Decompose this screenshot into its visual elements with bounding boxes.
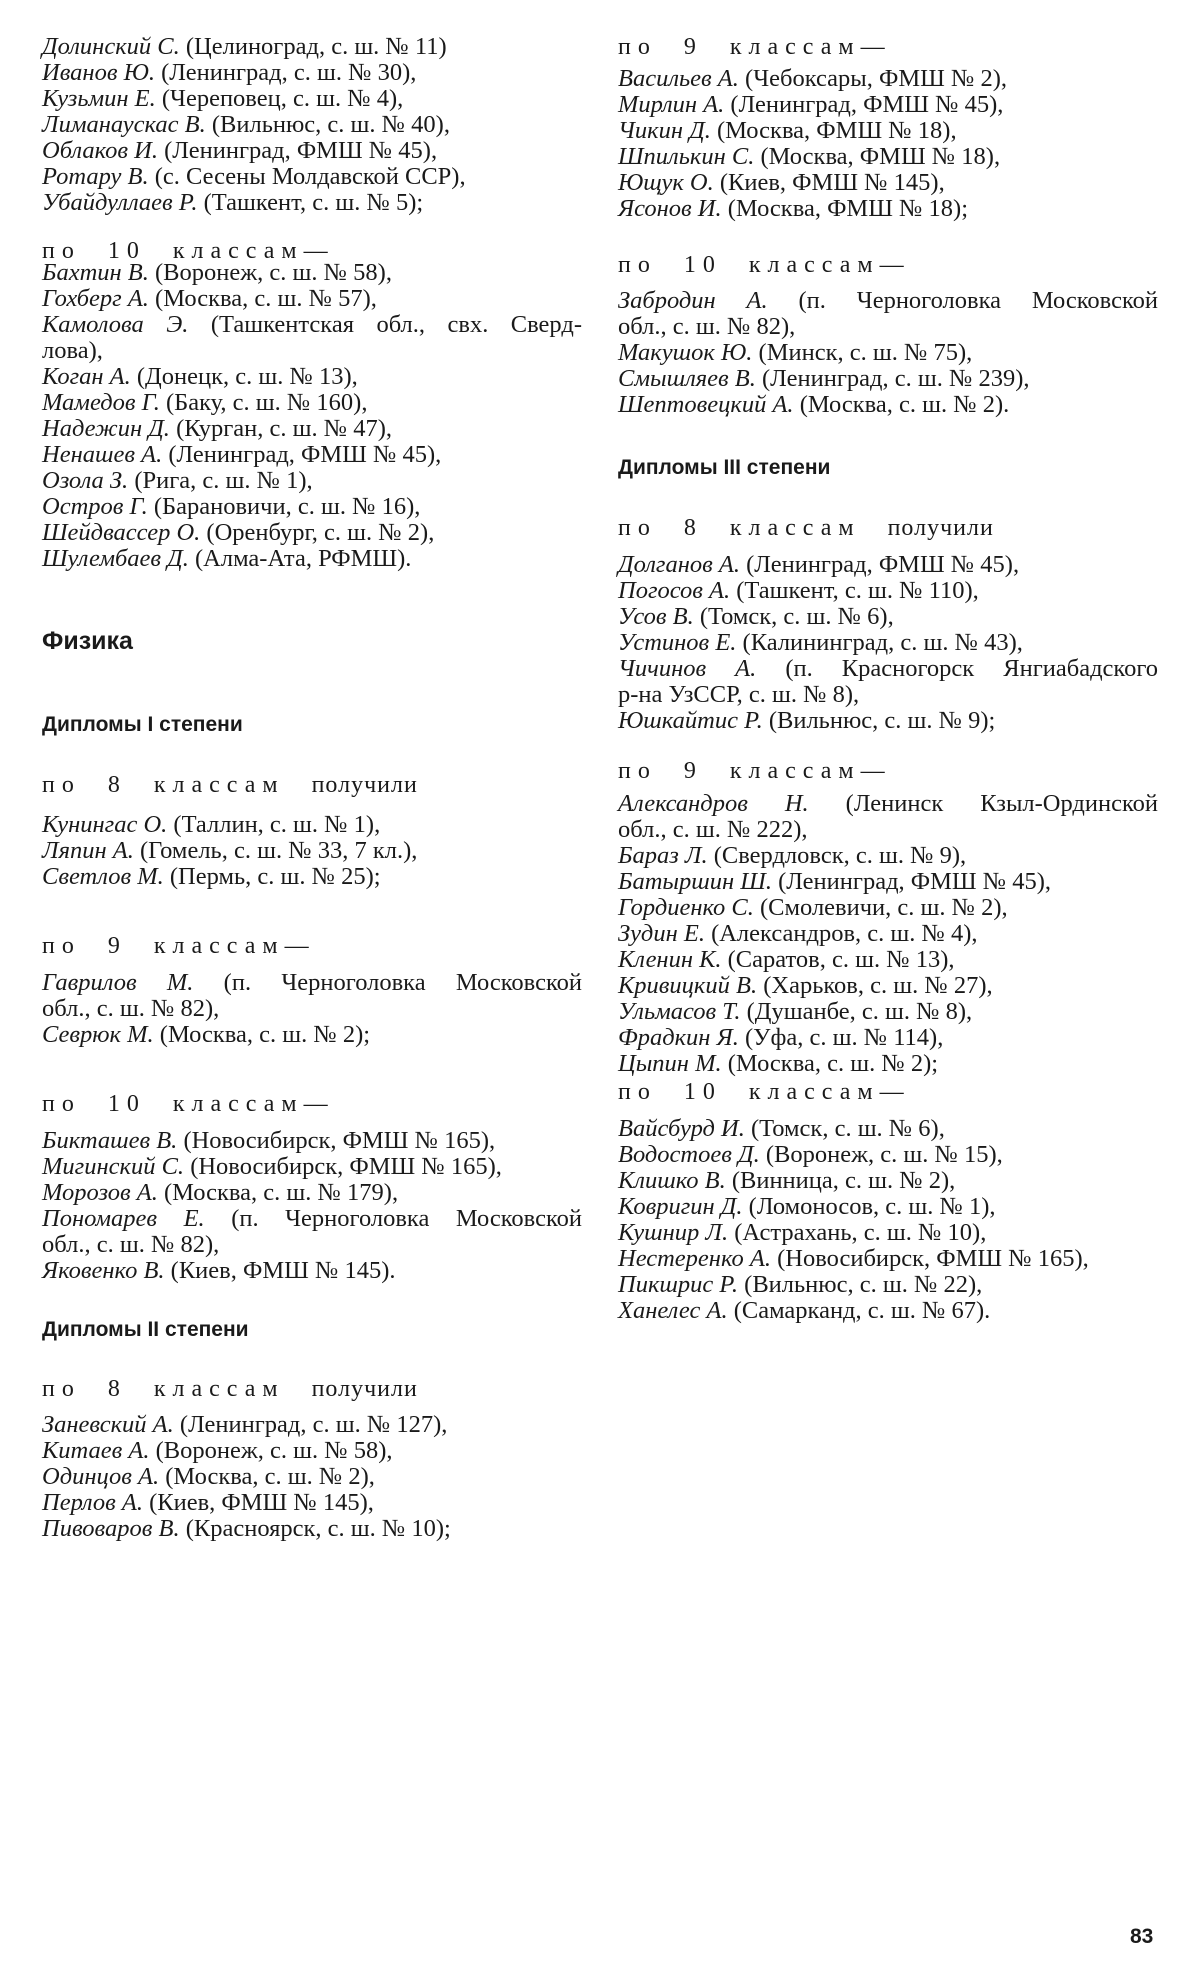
award-list bbox=[618, 1116, 1158, 1324]
list-item bbox=[42, 442, 582, 468]
student-name: Цыпин М. bbox=[618, 1050, 722, 1077]
school-info: (Новосибирск, ФМШ № 165), bbox=[777, 1245, 1089, 1272]
list-item bbox=[42, 138, 582, 164]
class-heading bbox=[42, 1376, 582, 1402]
section-block bbox=[42, 626, 582, 656]
student-name: Усов В. bbox=[618, 603, 694, 630]
list-item bbox=[618, 392, 1158, 418]
student-name: Нестеренко А. bbox=[618, 1245, 771, 1272]
school-info: (Донецк, с. ш. № 13), bbox=[136, 363, 358, 390]
school-info: (п. Черноголовка Московской bbox=[231, 1205, 582, 1232]
heading-text: по 8 классам bbox=[618, 515, 861, 541]
list-item bbox=[618, 682, 1158, 708]
school-info: (Таллин, с. ш. № 1), bbox=[173, 811, 381, 838]
school-info: обл., с. ш. № 82), bbox=[618, 313, 796, 340]
list-item bbox=[618, 170, 1158, 196]
list-item bbox=[42, 1128, 582, 1154]
section-block bbox=[42, 772, 582, 798]
award-list bbox=[42, 812, 582, 890]
class-heading bbox=[618, 758, 1158, 784]
school-info: (Ленинград, с. ш. № 239), bbox=[762, 365, 1030, 392]
award-list bbox=[618, 552, 1158, 734]
student-name: Ульмасов Т. bbox=[618, 998, 741, 1025]
student-name: Долганов А. bbox=[618, 551, 740, 578]
student-name: Устинов Е. bbox=[618, 629, 737, 656]
list-item bbox=[42, 812, 582, 838]
school-info: (Киев, ФМШ № 145). bbox=[170, 1257, 396, 1284]
list-item bbox=[42, 1154, 582, 1180]
student-name: Кузьмин Е. bbox=[42, 85, 156, 112]
student-name: Яковенко В. bbox=[42, 1257, 165, 1284]
school-info: (Ташкент, с. ш. № 5); bbox=[203, 189, 424, 216]
student-name: Надежин Д. bbox=[42, 415, 170, 442]
class-heading bbox=[42, 933, 582, 959]
list-item bbox=[618, 973, 1158, 999]
school-info: (Саратов, с. ш. № 13), bbox=[727, 946, 955, 973]
student-name: Мигинский С. bbox=[42, 1153, 185, 1180]
student-name: Чикин Д. bbox=[618, 117, 711, 144]
school-info: (Новосибирск, ФМШ № 165), bbox=[190, 1153, 502, 1180]
list-item bbox=[618, 999, 1158, 1025]
student-name: Кунингас О. bbox=[42, 811, 168, 838]
school-info: (Пермь, с. ш. № 25); bbox=[169, 863, 381, 890]
student-name: Гордиенко С. bbox=[618, 894, 754, 921]
school-info: (п. Красногорск Янгиабадского bbox=[785, 655, 1159, 682]
award-list bbox=[42, 1128, 582, 1284]
student-name: Пикшрис Р. bbox=[618, 1271, 739, 1298]
student-name: Кривицкий В. bbox=[618, 972, 758, 999]
student-name: Китаев А. bbox=[42, 1437, 150, 1464]
school-info: (Ленинград, ФМШ № 45), bbox=[730, 91, 1004, 118]
student-name: Ясонов И. bbox=[618, 195, 722, 222]
student-name: Остров Г. bbox=[42, 493, 148, 520]
student-name: Смышляев В. bbox=[618, 365, 756, 392]
heading-text: по 10 классам— bbox=[42, 1091, 335, 1117]
student-name: Кушнир Л. bbox=[618, 1219, 729, 1246]
school-info: (Москва, с. ш. № 179), bbox=[163, 1179, 399, 1206]
list-item bbox=[618, 708, 1158, 734]
school-info: (Москва, с. ш. № 2); bbox=[727, 1050, 939, 1077]
subject-heading bbox=[42, 626, 582, 656]
student-name: Фрадкин Я. bbox=[618, 1024, 739, 1051]
heading-text: по 9 классам— bbox=[618, 758, 892, 784]
school-info: (Самарканд, с. ш. № 67). bbox=[733, 1297, 991, 1324]
student-name: Светлов М. bbox=[42, 863, 164, 890]
list-item bbox=[618, 1220, 1158, 1246]
student-name: Лиманаускас В. bbox=[42, 111, 206, 138]
school-info: (Баку, с. ш. № 160), bbox=[165, 389, 368, 416]
list-item bbox=[42, 390, 582, 416]
class-heading bbox=[618, 1079, 1158, 1105]
school-info: лова), bbox=[42, 337, 103, 364]
section-block bbox=[618, 252, 1158, 278]
list-item bbox=[618, 656, 1158, 682]
student-name: Батыршин Ш. bbox=[618, 868, 772, 895]
school-info: (Рига, с. ш. № 1), bbox=[134, 467, 313, 494]
list-item bbox=[42, 112, 582, 138]
list-item bbox=[42, 338, 582, 364]
heading-text: по 9 классам— bbox=[618, 34, 892, 60]
student-name: Шептовецкий А. bbox=[618, 391, 794, 418]
school-info: (Калининград, с. ш. № 43), bbox=[742, 629, 1023, 656]
class-heading bbox=[618, 515, 1158, 541]
list-item bbox=[42, 286, 582, 312]
list-item bbox=[42, 494, 582, 520]
student-name: Пономарев Е. bbox=[42, 1205, 205, 1232]
school-info: (Чебоксары, ФМШ № 2), bbox=[745, 65, 1008, 92]
student-name: Долинский С. bbox=[42, 33, 180, 60]
list-item bbox=[618, 817, 1158, 843]
section-block bbox=[618, 758, 1158, 784]
list-item bbox=[42, 1022, 582, 1048]
award-list bbox=[42, 260, 582, 572]
list-item bbox=[618, 869, 1158, 895]
school-info: (Целиноград, с. ш. № 11) bbox=[185, 33, 447, 60]
list-item bbox=[42, 1516, 582, 1542]
award-list bbox=[618, 791, 1158, 1077]
list-item bbox=[42, 546, 582, 572]
school-info: (Вильнюс, с. ш. № 9); bbox=[768, 707, 996, 734]
class-heading bbox=[618, 34, 1158, 60]
school-info: (Москва, ФМШ № 18), bbox=[716, 117, 957, 144]
heading-text: по 8 классам bbox=[42, 772, 285, 798]
heading-text: по 8 классам bbox=[42, 1376, 285, 1402]
list-item bbox=[618, 1298, 1158, 1324]
list-item bbox=[42, 164, 582, 190]
student-name: Морозов А. bbox=[42, 1179, 158, 1206]
list-item bbox=[618, 843, 1158, 869]
section-block bbox=[618, 455, 1158, 481]
list-item bbox=[618, 1194, 1158, 1220]
list-item bbox=[618, 66, 1158, 92]
class-heading bbox=[618, 252, 1158, 278]
school-info: (Новосибирск, ФМШ № 165), bbox=[183, 1127, 496, 1154]
school-info: (Москва, с. ш. № 57), bbox=[155, 285, 377, 312]
list-item bbox=[42, 416, 582, 442]
student-name: Ляпин А. bbox=[42, 837, 134, 864]
school-info: (Смолевичи, с. ш. № 2), bbox=[760, 894, 1008, 921]
school-info: (Красноярск, с. ш. № 10); bbox=[185, 1515, 451, 1542]
student-name: Ненашев А. bbox=[42, 441, 163, 468]
award-list bbox=[618, 288, 1158, 418]
heading-text: по 10 классам— bbox=[618, 1079, 911, 1105]
school-info: (с. Сесены Молдавской ССР), bbox=[154, 163, 466, 190]
list-item bbox=[42, 60, 582, 86]
school-info: (Ленинград, ФМШ № 45), bbox=[746, 551, 1020, 578]
list-item bbox=[618, 118, 1158, 144]
school-info: (Харьков, с. ш. № 27), bbox=[763, 972, 993, 999]
heading-suffix: получили bbox=[311, 1376, 418, 1402]
school-info: (Москва, с. ш. № 2); bbox=[159, 1021, 371, 1048]
student-name: Камолова Э. bbox=[42, 311, 189, 338]
list-item bbox=[618, 947, 1158, 973]
student-name: Вайсбурд И. bbox=[618, 1115, 745, 1142]
section-block bbox=[618, 1079, 1158, 1105]
school-info: (Томск, с. ш. № 6), bbox=[750, 1115, 945, 1142]
school-info: (Воронеж, с. ш. № 58), bbox=[155, 1437, 393, 1464]
list-item bbox=[618, 1142, 1158, 1168]
school-info: (Свердловск, с. ш. № 9), bbox=[713, 842, 967, 869]
heading-text: Дипломы I степени bbox=[42, 713, 243, 736]
student-name: Ротару В. bbox=[42, 163, 149, 190]
school-info: (Москва, ФМШ № 18), bbox=[760, 143, 1001, 170]
student-name: Васильев А. bbox=[618, 65, 739, 92]
award-list bbox=[618, 66, 1158, 222]
school-info: (Ташкентская обл., свх. Сверд- bbox=[210, 311, 582, 338]
school-info: (Александров, с. ш. № 4), bbox=[711, 920, 978, 947]
student-name: Водостоев Д. bbox=[618, 1141, 760, 1168]
list-item bbox=[42, 1206, 582, 1232]
school-info: (Минск, с. ш. № 75), bbox=[758, 339, 973, 366]
school-info: (п. Черноголовка Московской bbox=[223, 969, 582, 996]
student-name: Кленин К. bbox=[618, 946, 722, 973]
list-item bbox=[618, 1051, 1158, 1077]
school-info: (Томск, с. ш. № 6), bbox=[699, 603, 894, 630]
student-name: Заневский А. bbox=[42, 1411, 174, 1438]
list-item bbox=[618, 604, 1158, 630]
list-item bbox=[42, 1438, 582, 1464]
school-info: (Киев, ФМШ № 145), bbox=[719, 169, 945, 196]
student-name: Убайдуллаев Р. bbox=[42, 189, 198, 216]
page-number: 83 bbox=[1130, 1925, 1154, 1948]
student-name: Макушок Ю. bbox=[618, 339, 753, 366]
section-block bbox=[42, 1376, 582, 1402]
list-item bbox=[42, 364, 582, 390]
list-item bbox=[618, 630, 1158, 656]
heading-text: Физика bbox=[42, 627, 133, 655]
student-name: Александров Н. bbox=[618, 790, 809, 817]
school-info: (п. Черноголовка Московской bbox=[798, 287, 1158, 314]
school-info: обл., с. ш. № 222), bbox=[618, 816, 808, 843]
student-name: Гаврилов М. bbox=[42, 969, 194, 996]
award-list bbox=[42, 34, 582, 216]
student-name: Шулембаев Д. bbox=[42, 545, 189, 572]
heading-text: по 9 классам— bbox=[42, 933, 316, 959]
list-item bbox=[618, 288, 1158, 314]
list-item bbox=[42, 1464, 582, 1490]
list-item bbox=[42, 1258, 582, 1284]
list-item bbox=[618, 1168, 1158, 1194]
list-item bbox=[618, 340, 1158, 366]
school-info: (Алма-Ата, РФМШ). bbox=[195, 545, 412, 572]
student-name: Чичинов А. bbox=[618, 655, 757, 682]
school-info: (Воронеж, с. ш. № 15), bbox=[765, 1141, 1003, 1168]
school-info: (Вильнюс, с. ш. № 40), bbox=[211, 111, 450, 138]
list-item bbox=[618, 366, 1158, 392]
heading-suffix: получили bbox=[887, 515, 994, 541]
section-block bbox=[42, 1317, 582, 1343]
school-info: (Ломоносов, с. ш. № 1), bbox=[748, 1193, 996, 1220]
school-info: (Ленинград, с. ш. № 127), bbox=[179, 1411, 448, 1438]
student-name: Облаков И. bbox=[42, 137, 158, 164]
list-item bbox=[618, 92, 1158, 118]
class-heading bbox=[42, 1091, 582, 1117]
school-info: (Москва, ФМШ № 18); bbox=[727, 195, 969, 222]
list-item bbox=[618, 552, 1158, 578]
diploma-heading bbox=[42, 1317, 582, 1343]
school-info: (Воронеж, с. ш. № 58), bbox=[155, 259, 392, 286]
school-info: (Ленинград, с. ш. № 30), bbox=[161, 59, 417, 86]
school-info: (Череповец, с. ш. № 4), bbox=[161, 85, 404, 112]
school-info: обл., с. ш. № 82), bbox=[42, 995, 220, 1022]
school-info: (Уфа, с. ш. № 114), bbox=[744, 1024, 944, 1051]
student-name: Юшкайтис Р. bbox=[618, 707, 763, 734]
school-info: (Барановичи, с. ш. № 16), bbox=[153, 493, 421, 520]
student-name: Перлов А. bbox=[42, 1489, 143, 1516]
list-item bbox=[42, 864, 582, 890]
student-name: Мамедов Г. bbox=[42, 389, 160, 416]
list-item bbox=[42, 86, 582, 112]
list-item bbox=[42, 520, 582, 546]
school-info: р-на УзССР, с. ш. № 8), bbox=[618, 681, 860, 708]
list-item bbox=[42, 1180, 582, 1206]
student-name: Погосов А. bbox=[618, 577, 731, 604]
student-name: Зудин Е. bbox=[618, 920, 705, 947]
student-name: Мирлин А. bbox=[618, 91, 725, 118]
student-name: Пивоваров В. bbox=[42, 1515, 180, 1542]
list-item bbox=[618, 578, 1158, 604]
student-name: Иванов Ю. bbox=[42, 59, 155, 86]
list-item bbox=[618, 1246, 1158, 1272]
list-item bbox=[618, 1025, 1158, 1051]
student-name: Забродин А. bbox=[618, 287, 768, 314]
heading-text: по 10 классам— bbox=[42, 238, 335, 264]
school-info: (Киев, ФМШ № 145), bbox=[149, 1489, 374, 1516]
school-info: (Ленинград, ФМШ № 45), bbox=[778, 868, 1052, 895]
student-name: Коган А. bbox=[42, 363, 131, 390]
list-item bbox=[42, 468, 582, 494]
school-info: (Ленинград, ФМШ № 45), bbox=[168, 441, 442, 468]
student-name: Шпилькин С. bbox=[618, 143, 755, 170]
school-info: (Курган, с. ш. № 47), bbox=[176, 415, 393, 442]
school-info: (Оренбург, с. ш. № 2), bbox=[206, 519, 435, 546]
section-block bbox=[42, 933, 582, 959]
list-item bbox=[42, 970, 582, 996]
school-info: (Ленинград, ФМШ № 45), bbox=[164, 137, 438, 164]
section-block bbox=[42, 712, 582, 738]
heading-text: по 10 классам— bbox=[618, 252, 911, 278]
student-name: Бараз Л. bbox=[618, 842, 708, 869]
section-block bbox=[618, 515, 1158, 541]
diploma-heading bbox=[618, 455, 1158, 481]
student-name: Ющук О. bbox=[618, 169, 714, 196]
list-item bbox=[42, 838, 582, 864]
student-name: Ханелес А. bbox=[618, 1297, 728, 1324]
student-name: Севрюк М. bbox=[42, 1021, 154, 1048]
school-info: (Москва, с. ш. № 2), bbox=[165, 1463, 375, 1490]
award-list bbox=[42, 1412, 582, 1542]
student-name: Шейдвассер О. bbox=[42, 519, 201, 546]
heading-text: Дипломы II степени bbox=[42, 1318, 249, 1341]
list-item bbox=[618, 1116, 1158, 1142]
diploma-heading bbox=[42, 712, 582, 738]
list-item bbox=[618, 791, 1158, 817]
list-item bbox=[42, 34, 582, 60]
student-name: Ковригин Д. bbox=[618, 1193, 743, 1220]
list-item bbox=[42, 190, 582, 216]
school-info: обл., с. ш. № 82), bbox=[42, 1231, 220, 1258]
school-info: (Гомель, с. ш. № 33, 7 кл.), bbox=[139, 837, 418, 864]
list-item bbox=[618, 196, 1158, 222]
list-item bbox=[42, 1490, 582, 1516]
section-block bbox=[618, 34, 1158, 60]
student-name: Озола З. bbox=[42, 467, 129, 494]
list-item bbox=[42, 312, 582, 338]
heading-text: Дипломы III степени bbox=[618, 456, 831, 479]
list-item bbox=[618, 921, 1158, 947]
award-list bbox=[42, 970, 582, 1048]
list-item bbox=[618, 144, 1158, 170]
list-item bbox=[42, 1412, 582, 1438]
school-info: (Ташкент, с. ш. № 110), bbox=[736, 577, 979, 604]
student-name: Бахтин В. bbox=[42, 259, 149, 286]
school-info: (Ленинск Кзыл-Ординской bbox=[845, 790, 1158, 817]
school-info: (Астрахань, с. ш. № 10), bbox=[734, 1219, 987, 1246]
student-name: Одинцов А. bbox=[42, 1463, 160, 1490]
heading-suffix: получили bbox=[311, 772, 418, 798]
list-item bbox=[42, 260, 582, 286]
list-item bbox=[42, 1232, 582, 1258]
list-item bbox=[42, 996, 582, 1022]
school-info: (Винница, с. ш. № 2), bbox=[731, 1167, 956, 1194]
list-item bbox=[618, 1272, 1158, 1298]
student-name: Клишко В. bbox=[618, 1167, 726, 1194]
school-info: (Душанбе, с. ш. № 8), bbox=[746, 998, 973, 1025]
school-info: (Вильнюс, с. ш. № 22), bbox=[744, 1271, 983, 1298]
student-name: Бикташев В. bbox=[42, 1127, 178, 1154]
school-info: (Москва, с. ш. № 2). bbox=[799, 391, 1010, 418]
list-item bbox=[618, 314, 1158, 340]
class-heading bbox=[42, 772, 582, 798]
student-name: Гохберг А. bbox=[42, 285, 149, 312]
section-block bbox=[42, 1091, 582, 1117]
list-item bbox=[618, 895, 1158, 921]
